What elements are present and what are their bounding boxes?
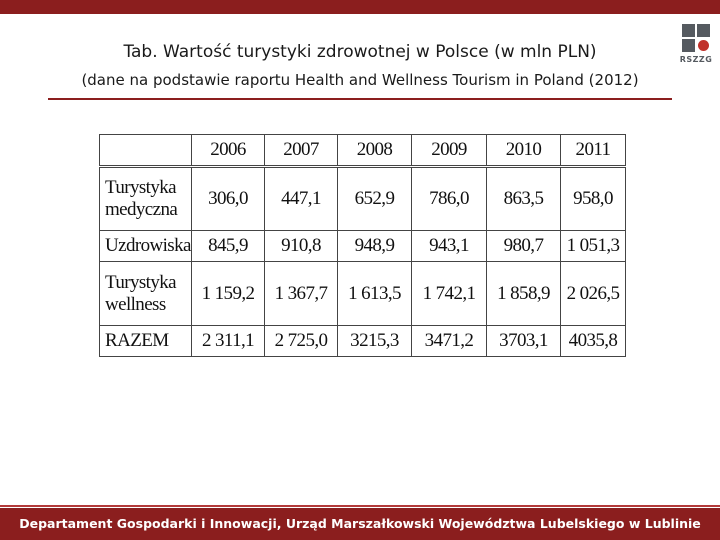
title-divider bbox=[48, 98, 672, 100]
table-row-total bbox=[100, 326, 626, 357]
table-cell: 1 159,2 bbox=[192, 262, 265, 326]
table-cell: 786,0 bbox=[412, 167, 487, 231]
row-label: Uzdrowiska bbox=[100, 231, 192, 262]
table-cell: 910,8 bbox=[265, 231, 338, 262]
table-cell: 1 742,1 bbox=[412, 262, 487, 326]
table-cell: 1 051,3 bbox=[561, 231, 626, 262]
table-cell: 948,9 bbox=[338, 231, 412, 262]
table-cell: 845,9 bbox=[192, 231, 265, 262]
footer-bar: Departament Gospodarki i Innowacji, Urząd Marszałkowski Województwa Lubelskiego w Lublinie bbox=[0, 508, 720, 540]
table-cell: 980,7 bbox=[487, 231, 561, 262]
year-header: 2007 bbox=[265, 135, 338, 167]
table-corner-cell bbox=[100, 135, 192, 167]
row-label: Turystyka wellness bbox=[100, 262, 192, 326]
table-cell: 958,0 bbox=[561, 167, 626, 231]
logo-text: RSZZG bbox=[679, 55, 713, 64]
table-cell: 3703,1 bbox=[487, 326, 561, 357]
year-header: 2011 bbox=[561, 135, 626, 167]
table-cell: 3215,3 bbox=[338, 326, 412, 357]
table-cell: 1 367,7 bbox=[265, 262, 338, 326]
table-cell: 3471,2 bbox=[412, 326, 487, 357]
table-row-spa bbox=[100, 231, 626, 262]
row-label: Turystyka medyczna bbox=[100, 167, 192, 231]
row-label: RAZEM bbox=[100, 326, 192, 357]
table-header-row bbox=[100, 135, 626, 167]
table-cell: 863,5 bbox=[487, 167, 561, 231]
page-title: Tab. Wartość turystyki zdrowotnej w Polsce (w mln PLN) bbox=[123, 42, 597, 62]
table-cell: 4035,8 bbox=[561, 326, 626, 357]
table-cell: 652,9 bbox=[338, 167, 412, 231]
table-row-medical bbox=[100, 167, 626, 231]
table-cell: 2 725,0 bbox=[265, 326, 338, 357]
table-cell: 1 613,5 bbox=[338, 262, 412, 326]
top-accent-bar bbox=[0, 0, 720, 14]
year-header: 2009 bbox=[412, 135, 487, 167]
table-cell: 1 858,9 bbox=[487, 262, 561, 326]
year-header: 2010 bbox=[487, 135, 561, 167]
health-tourism-table bbox=[99, 134, 626, 357]
page-subtitle: (dane na podstawie raportu Health and Wellness Tourism in Poland (2012) bbox=[81, 71, 639, 89]
table-cell: 447,1 bbox=[265, 167, 338, 231]
table-cell: 306,0 bbox=[192, 167, 265, 231]
table-cell: 2 026,5 bbox=[561, 262, 626, 326]
table-row-wellness bbox=[100, 262, 626, 326]
year-header: 2006 bbox=[192, 135, 265, 167]
table-cell: 943,1 bbox=[412, 231, 487, 262]
footer-divider bbox=[0, 505, 720, 507]
table-cell: 2 311,1 bbox=[192, 326, 265, 357]
year-header: 2008 bbox=[338, 135, 412, 167]
